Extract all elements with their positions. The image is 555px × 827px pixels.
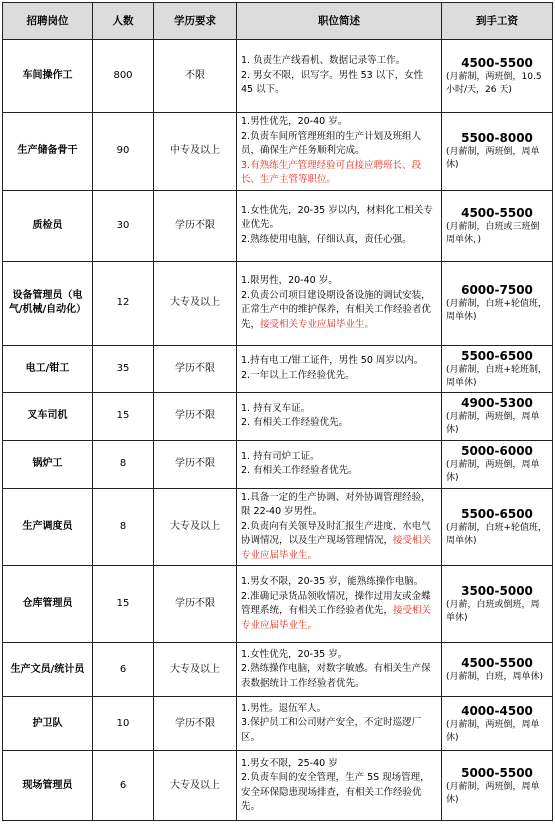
description-line — [241, 464, 437, 479]
position-cell: 锅炉工 — [3, 440, 93, 488]
salary-amount: 5500-6500 — [461, 506, 533, 521]
count-cell: 10 — [93, 697, 154, 751]
table-row — [3, 697, 553, 751]
education-cell: 学历不限 — [154, 566, 237, 643]
position-cell: 电工/钳工 — [3, 345, 93, 392]
position-cell: 仓库管理员 — [3, 566, 93, 643]
header-salary: 到手工资 — [442, 3, 553, 40]
education-cell: 大专及以上 — [154, 751, 237, 821]
salary-cell — [442, 345, 553, 392]
salary-cell — [442, 751, 553, 821]
salary-note: (月薪制，白班+轮值班，周单休) — [446, 299, 548, 322]
salary-amount: 4000-4500 — [461, 703, 533, 718]
table-row — [3, 488, 553, 566]
description-line — [241, 648, 437, 663]
salary-amount: 4500-5500 — [461, 656, 533, 670]
education-cell: 大专及以上 — [154, 488, 237, 566]
salary-cell — [442, 440, 553, 488]
description-text: 1.男女不限，25-40 岁 — [241, 757, 338, 769]
table-body — [3, 40, 553, 821]
description-text: 1.男性。退伍军人。 — [241, 702, 327, 714]
description-line — [241, 771, 437, 815]
description-line — [241, 289, 437, 333]
description-text: 1.女性优先，20-35 岁。 — [241, 648, 348, 660]
position-cell: 叉车司机 — [3, 392, 93, 440]
table-row — [3, 40, 553, 113]
salary-amount: 5000-5500 — [461, 765, 533, 780]
description-cell — [237, 40, 442, 113]
description-line — [241, 204, 437, 233]
table-row — [3, 751, 553, 821]
position-cell: 质检员 — [3, 190, 93, 261]
description-line — [241, 575, 437, 590]
description-line — [241, 757, 437, 772]
table-row — [3, 392, 553, 440]
salary-amount: 5000-6000 — [461, 444, 533, 458]
salary-cell — [442, 566, 553, 643]
table-row — [3, 643, 553, 697]
description-text: 1.限男性，20-40 岁。 — [241, 275, 338, 286]
salary-amount: 3500-5000 — [461, 584, 533, 598]
description-line — [241, 702, 437, 717]
salary-cell — [442, 113, 553, 191]
salary-note: (月薪制，白班+轮班制，周单休) — [446, 364, 548, 388]
description-line — [241, 233, 437, 248]
table-row — [3, 113, 553, 191]
header-row — [3, 3, 553, 40]
description-line — [241, 115, 437, 130]
table-row — [3, 261, 553, 345]
description-text: 2.负责向有关领导及时汇报生产进度、水电气协调情况，以及生产现场管理情况， — [241, 520, 431, 546]
description-cell — [237, 113, 442, 191]
education-cell: 大专及以上 — [154, 261, 237, 345]
salary-cell — [442, 697, 553, 751]
description-line — [241, 69, 437, 98]
description-text: 2.负责车间的安全管理，生产 5S 现场管理，安全环保隐患现场排查，有相关工作经验优先。 — [241, 772, 430, 812]
description-text: 1. 持有司炉工证。 — [241, 450, 320, 462]
salary-note: (月薪制，两班倒，周单休) — [446, 781, 540, 805]
description-line — [241, 662, 437, 691]
header-description: 职位简述 — [237, 3, 442, 40]
description-line — [241, 450, 437, 465]
salary-note: (月薪制，两班倒，10.5 小时/天，26 天) — [446, 72, 542, 95]
description-text: 1.男性优先，20-40 岁。 — [241, 116, 348, 127]
education-cell: 学历不限 — [154, 345, 237, 392]
description-cell — [237, 697, 442, 751]
description-cell — [237, 261, 442, 345]
description-text: 2. 男女不限，识写字。男性 53 以下，女性 45 以下。 — [241, 69, 424, 96]
position-cell: 生产调度员 — [3, 488, 93, 566]
count-cell: 15 — [93, 392, 154, 440]
description-cell — [237, 488, 442, 566]
description-line — [241, 354, 437, 369]
description-line — [241, 416, 437, 431]
salary-amount: 5500-8000 — [461, 131, 533, 146]
description-text: 1.持有电工/钳工证件，男性 50 周岁以内。 — [241, 355, 424, 366]
salary-note: (月薪制，两班倒，周单休) — [446, 147, 540, 171]
header-count: 人数 — [93, 3, 154, 40]
header-education: 学历要求 — [154, 3, 237, 40]
count-cell: 30 — [93, 190, 154, 261]
description-text: 1. 负责生产线看机、数据记录等工作。 — [241, 55, 406, 67]
table-row — [3, 345, 553, 392]
description-text: 2.一年以上工作经验优先。 — [241, 369, 355, 381]
salary-note: (月薪制，两班倒，周单休) — [446, 460, 540, 483]
salary-cell — [442, 261, 553, 345]
description-line — [241, 130, 437, 159]
salary-amount: 4900-5300 — [461, 396, 533, 410]
position-cell: 生产储备骨干 — [3, 113, 93, 191]
position-cell: 现场管理员 — [3, 751, 93, 821]
salary-cell — [442, 40, 553, 113]
education-cell: 学历不限 — [154, 190, 237, 261]
description-cell — [237, 643, 442, 697]
description-highlight: 接受相关专业应届毕业生。 — [260, 318, 375, 330]
table-row — [3, 440, 553, 488]
count-cell: 35 — [93, 345, 154, 392]
education-cell: 中专及以上 — [154, 113, 237, 191]
description-highlight: 接受相关专业应届毕业生。 — [241, 535, 432, 561]
description-cell — [237, 566, 442, 643]
description-line — [241, 491, 437, 520]
header-position: 招聘岗位 — [3, 3, 93, 40]
salary-note: (月薪制，白班或三班倒周单休，) — [446, 221, 540, 245]
description-text: 2.熟练使用电脑，仔细认真，责任心强。 — [241, 233, 412, 245]
salary-amount: 6000-7500 — [461, 283, 533, 297]
description-cell — [237, 440, 442, 488]
salary-cell — [442, 643, 553, 697]
description-text: 1.男女不限，20-35 岁，能熟练操作电脑。 — [241, 576, 424, 587]
description-cell — [237, 345, 442, 392]
count-cell: 800 — [93, 40, 154, 113]
description-text: 1. 持有叉车证。 — [241, 402, 311, 414]
salary-amount: 5500-6500 — [461, 348, 533, 363]
count-cell: 90 — [93, 113, 154, 191]
education-cell: 学历不限 — [154, 440, 237, 488]
description-line — [241, 159, 437, 188]
education-cell: 学历不限 — [154, 392, 237, 440]
salary-cell — [442, 190, 553, 261]
recruitment-table-container — [2, 2, 553, 821]
table-row — [3, 190, 553, 261]
count-cell: 8 — [93, 440, 154, 488]
count-cell: 6 — [93, 751, 154, 821]
salary-amount: 4500-5500 — [461, 56, 533, 70]
recruitment-table — [2, 2, 553, 821]
count-cell: 8 — [93, 488, 154, 566]
description-text: 2.负责车间所管理班组的生产计划及班组人员，确保生产任务顺利完成。 — [241, 130, 422, 156]
salary-note: (月薪制，两班倒，周单休) — [446, 412, 540, 435]
description-line — [241, 369, 437, 384]
description-line — [241, 520, 437, 564]
description-text: 1.女性优先，20-35 岁以内，材料化工相关专业优先。 — [241, 204, 433, 231]
description-line — [241, 274, 437, 289]
description-text: 2. 有相关工作经验优先。 — [241, 417, 349, 428]
description-line — [241, 402, 437, 417]
education-cell: 不限 — [154, 40, 237, 113]
salary-note: (月薪制，两班倒，周单休) — [446, 719, 540, 743]
description-line — [241, 716, 437, 745]
position-cell: 车间操作工 — [3, 40, 93, 113]
salary-note: (月薪制，白班+轮值班，周单休) — [446, 522, 548, 546]
table-row — [3, 566, 553, 643]
description-text: 2.熟练操作电脑，对数字敏感。有相关生产保表数据统计工作经验者优先。 — [241, 663, 431, 689]
description-cell — [237, 751, 442, 821]
count-cell: 6 — [93, 643, 154, 697]
description-text: 2.准确记录货品领收情况，操作过用友或金蝶管理系统，有相关工作经验者优先， — [241, 590, 431, 616]
salary-cell — [442, 488, 553, 566]
salary-amount: 4500-5500 — [461, 205, 533, 220]
count-cell: 12 — [93, 261, 154, 345]
salary-note: (月薪制，白班，周单休) — [446, 672, 544, 682]
description-highlight: 接受相关专业应届毕业生。 — [241, 605, 432, 631]
count-cell: 15 — [93, 566, 154, 643]
description-text: 1.具备一定的生产协调、对外协调管理经验，限 22-40 岁男性。 — [241, 491, 431, 517]
description-cell — [237, 392, 442, 440]
description-text: 3.有熟练生产管理经验可直接应聘班长、段长、生产主管等职位。 — [241, 159, 422, 185]
position-cell: 生产文员/统计员 — [3, 643, 93, 697]
salary-note: (月薪，白班或倒班，周单休) — [446, 600, 540, 623]
education-cell: 大专及以上 — [154, 643, 237, 697]
salary-cell — [442, 392, 553, 440]
description-text: 2. 有相关工作经验者优先。 — [241, 465, 358, 476]
education-cell: 学历不限 — [154, 697, 237, 751]
description-cell — [237, 190, 442, 261]
description-text: 3.保护员工和公司财产安全，不定时巡逻厂区。 — [241, 717, 422, 743]
description-text: 2.负责公司项目建设期设备设施的调试安装，正常生产中的维护保养，有相关工作经验者优先， — [241, 289, 432, 330]
description-line — [241, 54, 437, 69]
description-line — [241, 590, 437, 634]
position-cell: 护卫队 — [3, 697, 93, 751]
position-cell: 设备管理员（电气/机械/自动化） — [3, 261, 93, 345]
